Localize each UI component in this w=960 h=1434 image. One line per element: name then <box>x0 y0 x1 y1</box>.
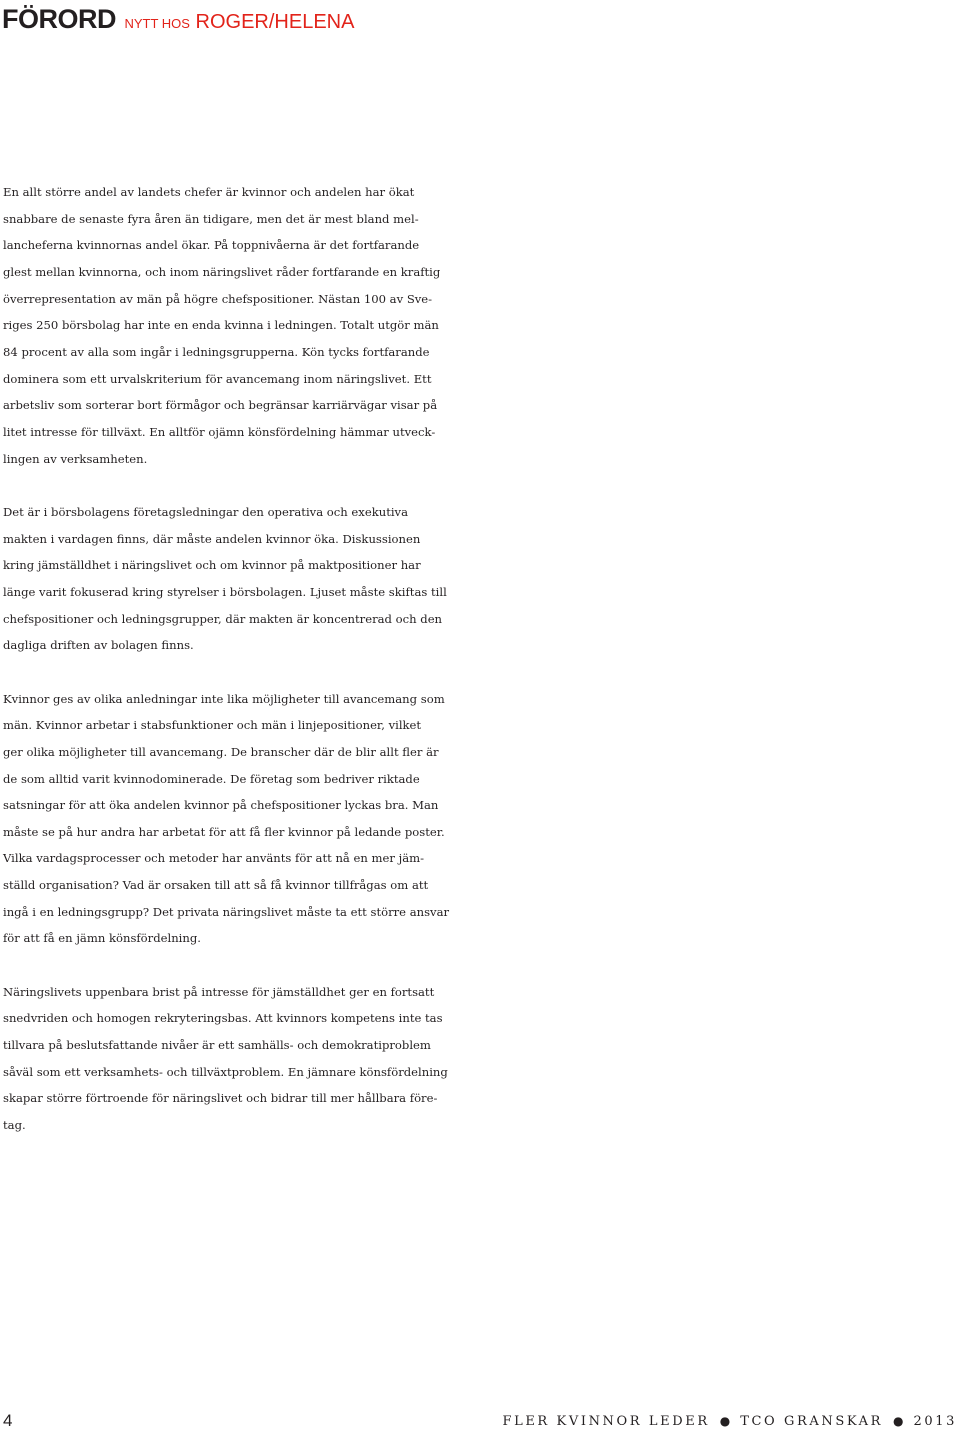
paragraph <box>3 979 723 1139</box>
text-line: dominera som ett urvalskriterium för avancemang inom näringslivet. Ett <box>3 371 432 386</box>
text-line: tag. <box>3 1118 26 1133</box>
footer-publication <box>502 1412 957 1431</box>
text-line: dagliga driften av bolagen finns. <box>3 638 194 653</box>
text-line: överrepresentation av män på högre chefspositioner. Nästan 100 av Sve- <box>3 291 433 306</box>
text-line: Vilka vardagsprocesser och metoder har använts för att nå en mer jäm- <box>3 851 425 866</box>
text-line: arbetsliv som sorterar bort förmågor och begränsar karriärvägar visar på <box>3 398 438 413</box>
text-line: En allt större andel av landets chefer är kvinnor och andelen har ökat <box>3 185 415 199</box>
text-line: lancheferna kvinnornas andel ökar. På toppnivåerna är det fortfarande <box>3 238 420 253</box>
text-line: makten i vardagen finns, där måste andelen kvinnor öka. Diskussionen <box>3 531 421 546</box>
publication-title: FLER KVINNOR LEDER <box>502 1414 710 1429</box>
text-line: tillvara på beslutsfattande nivåer är ett samhälls- och demokratiproblem <box>3 1038 431 1053</box>
bullet-separator-2: ● <box>893 1414 904 1428</box>
page-number: 4 <box>3 1411 13 1430</box>
text-line: Kvinnor ges av olika anledningar inte lika möjligheter till avancemang som <box>3 691 445 706</box>
text-line: ställd organisation? Vad är orsaken till att så få kvinnor tillfrågas om att <box>3 878 429 893</box>
text-line: satsningar för att öka andelen kvinnor på chefspositioner lyckas bra. Man <box>3 798 439 813</box>
text-line: de som alltid varit kvinnodominerade. De företag som bedriver riktade <box>3 771 420 786</box>
page-title: FÖRORD <box>2 4 116 34</box>
text-line: Näringslivets uppenbara brist på intresse för jämställdhet ger en fortsatt <box>3 984 435 999</box>
page-header <box>2 4 354 35</box>
text-line: kring jämställdhet i näringslivet och om kvinnor på maktpositioner har <box>3 558 421 573</box>
text-line: 84 procent av alla som ingår i ledningsgrupperna. Kön tycks fortfarande <box>3 344 430 359</box>
paragraph <box>3 686 723 953</box>
text-line: måste se på hur andra har arbetat för att få fler kvinnor på ledande poster. <box>3 824 445 839</box>
text-line: ger olika möjligheter till avancemang. De branscher där de blir allt fler är <box>3 744 439 759</box>
bullet-separator-1: ● <box>719 1414 731 1428</box>
text-line: för att få en jämn könsfördelning. <box>3 931 201 946</box>
text-line: skapar större förtroende för näringslivet och bidrar till mer hållbara före- <box>3 1091 438 1106</box>
text-line: såväl som ett verksamhets- och tillväxtproblem. En jämnare könsfördelning <box>3 1064 448 1079</box>
subtitle-name: ROGER/HELENA <box>195 11 355 33</box>
text-line: snabbare de senaste fyra åren än tidigare, men det är mest bland mel- <box>3 211 419 226</box>
text-line: riges 250 börsbolag har inte en enda kvinna i ledningen. Totalt utgör män <box>3 318 439 333</box>
text-line: chefspositioner och ledningsgrupper, där makten är koncentrerad och den <box>3 611 443 626</box>
publication-year: 2013 <box>913 1414 957 1429</box>
text-line: snedvriden och homogen rekryteringsbas. Att kvinnors kompetens inte tas <box>3 1011 443 1026</box>
subtitle-prefix: NYTT HOS <box>124 16 190 31</box>
text-line: män. Kvinnor arbetar i stabsfunktioner och män i linjepositioner, vilket <box>3 718 422 733</box>
page-subtitle <box>124 11 354 33</box>
series-title: TCO GRANSKAR <box>740 1414 884 1429</box>
text-line: glest mellan kvinnorna, och inom näringslivet råder fortfarande en kraftig <box>3 264 441 279</box>
text-line: litet intresse för tillväxt. En alltför ojämn könsfördelning hämmar utveck- <box>3 424 436 439</box>
paragraph <box>3 179 723 472</box>
text-line: Det är i börsbolagens företagsledningar den operativa och exekutiva <box>3 504 409 519</box>
text-line: lingen av verksamheten. <box>3 451 148 466</box>
article-body <box>3 179 723 1165</box>
text-line: länge varit fokuserad kring styrelser i börsbolagen. Ljuset måste skiftas till <box>3 584 447 599</box>
text-line: ingå i en ledningsgrupp? Det privata näringslivet måste ta ett större ansvar <box>3 904 450 919</box>
paragraph <box>3 499 723 659</box>
